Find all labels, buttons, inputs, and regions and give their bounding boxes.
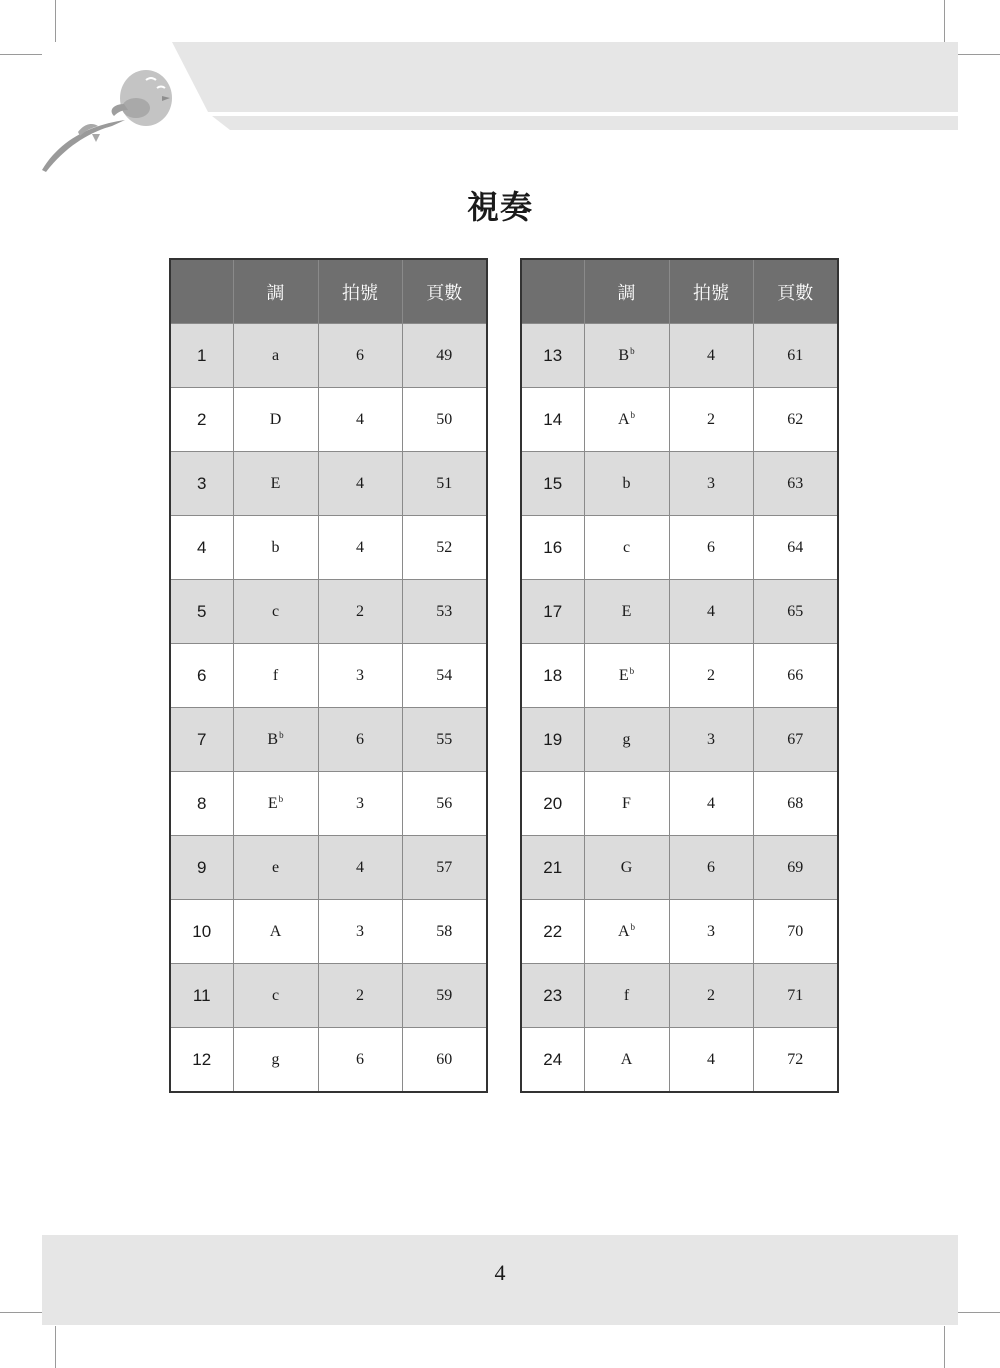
table-row xyxy=(170,836,487,900)
row-number: 7 xyxy=(170,708,233,772)
row-key xyxy=(233,324,318,388)
row-page: 49 xyxy=(402,324,487,388)
key-letter: a xyxy=(271,346,280,364)
row-time-signature: 3 xyxy=(669,452,753,516)
row-key xyxy=(233,708,318,772)
table-row xyxy=(521,324,838,388)
table-row xyxy=(521,388,838,452)
row-page: 67 xyxy=(753,708,838,772)
row-key xyxy=(584,1028,669,1093)
header-page: 頁數 xyxy=(753,259,838,324)
row-number: 15 xyxy=(521,452,584,516)
row-time-signature: 3 xyxy=(318,644,402,708)
flat-accidental: b xyxy=(629,666,635,676)
row-key xyxy=(233,1028,318,1093)
row-number: 8 xyxy=(170,772,233,836)
flat-accidental: b xyxy=(630,346,635,356)
sight-reading-table-left xyxy=(169,258,488,1093)
table-row xyxy=(521,580,838,644)
table-row xyxy=(170,964,487,1028)
row-number: 13 xyxy=(521,324,584,388)
row-page: 57 xyxy=(402,836,487,900)
table-row xyxy=(170,388,487,452)
row-number: 4 xyxy=(170,516,233,580)
key-letter: B xyxy=(618,347,630,364)
page-number: 4 xyxy=(494,1260,506,1285)
row-time-signature: 4 xyxy=(318,836,402,900)
key-letter: F xyxy=(622,794,631,812)
row-time-signature: 6 xyxy=(318,708,402,772)
row-key xyxy=(584,580,669,644)
key-letter: A xyxy=(617,411,630,428)
row-time-signature: 3 xyxy=(318,900,402,964)
crop-mark xyxy=(944,1326,945,1368)
table-row xyxy=(170,324,487,388)
table-row xyxy=(521,964,838,1028)
header-number xyxy=(170,259,233,324)
row-time-signature: 6 xyxy=(318,1028,402,1093)
table-row xyxy=(521,452,838,516)
page-title: 視奏 xyxy=(466,188,533,226)
flat-accidental: b xyxy=(630,410,636,420)
row-number: 24 xyxy=(521,1028,584,1093)
key-letter: b xyxy=(622,474,631,492)
row-number: 1 xyxy=(170,324,233,388)
row-page: 50 xyxy=(402,388,487,452)
row-time-signature: 2 xyxy=(669,388,753,452)
row-key xyxy=(233,388,318,452)
key-letter: e xyxy=(271,858,280,876)
row-page: 68 xyxy=(753,772,838,836)
row-key xyxy=(584,388,669,452)
row-key xyxy=(233,772,318,836)
table-row xyxy=(170,1028,487,1093)
row-time-signature: 3 xyxy=(318,772,402,836)
row-key xyxy=(584,900,669,964)
row-key xyxy=(584,836,669,900)
row-time-signature: 4 xyxy=(669,580,753,644)
table-row xyxy=(521,516,838,580)
row-page: 66 xyxy=(753,644,838,708)
key-letter: D xyxy=(269,410,282,428)
row-time-signature: 6 xyxy=(318,324,402,388)
row-page: 71 xyxy=(753,964,838,1028)
row-key xyxy=(233,900,318,964)
row-time-signature: 4 xyxy=(669,324,753,388)
row-key xyxy=(584,324,669,388)
row-number: 17 xyxy=(521,580,584,644)
row-number: 18 xyxy=(521,644,584,708)
row-number: 10 xyxy=(170,900,233,964)
crop-mark xyxy=(958,1312,1000,1313)
row-page: 64 xyxy=(753,516,838,580)
table-row xyxy=(170,580,487,644)
row-number: 3 xyxy=(170,452,233,516)
key-letter: f xyxy=(623,986,630,1004)
row-key xyxy=(584,516,669,580)
key-letter: E xyxy=(270,474,281,492)
row-time-signature: 2 xyxy=(318,964,402,1028)
flat-accidental: b xyxy=(279,730,284,740)
row-page: 53 xyxy=(402,580,487,644)
table-row xyxy=(521,836,838,900)
table-row xyxy=(521,708,838,772)
key-letter: A xyxy=(620,1050,633,1068)
row-key xyxy=(584,772,669,836)
key-letter: c xyxy=(622,538,631,556)
key-letter: f xyxy=(272,666,279,684)
row-number: 5 xyxy=(170,580,233,644)
key-letter: E xyxy=(621,602,632,620)
table-header-row xyxy=(170,259,487,324)
table-row xyxy=(170,708,487,772)
row-page: 58 xyxy=(402,900,487,964)
row-time-signature: 2 xyxy=(669,964,753,1028)
sight-reading-table-right xyxy=(520,258,839,1093)
table-header-row xyxy=(521,259,838,324)
header-number xyxy=(521,259,584,324)
crop-mark xyxy=(55,1326,56,1368)
row-key xyxy=(233,452,318,516)
row-number: 22 xyxy=(521,900,584,964)
key-letter: g xyxy=(622,730,631,748)
row-page: 52 xyxy=(402,516,487,580)
row-number: 21 xyxy=(521,836,584,900)
row-page: 55 xyxy=(402,708,487,772)
table-row xyxy=(170,452,487,516)
row-page: 61 xyxy=(753,324,838,388)
header-page: 頁數 xyxy=(402,259,487,324)
row-number: 9 xyxy=(170,836,233,900)
table-row xyxy=(521,900,838,964)
row-page: 51 xyxy=(402,452,487,516)
row-number: 23 xyxy=(521,964,584,1028)
row-number: 11 xyxy=(170,964,233,1028)
row-page: 60 xyxy=(402,1028,487,1093)
row-page: 72 xyxy=(753,1028,838,1093)
flat-accidental: b xyxy=(278,794,284,804)
table-row xyxy=(521,644,838,708)
key-letter: g xyxy=(271,1050,280,1068)
key-letter: b xyxy=(271,538,280,556)
key-letter: B xyxy=(267,731,279,748)
row-key xyxy=(233,836,318,900)
row-page: 70 xyxy=(753,900,838,964)
row-number: 20 xyxy=(521,772,584,836)
table-row xyxy=(170,772,487,836)
row-number: 6 xyxy=(170,644,233,708)
row-number: 19 xyxy=(521,708,584,772)
row-time-signature: 3 xyxy=(669,708,753,772)
header-time-signature: 拍號 xyxy=(318,259,402,324)
key-letter: E xyxy=(267,795,278,812)
row-time-signature: 2 xyxy=(318,580,402,644)
crop-mark xyxy=(0,1312,42,1313)
key-letter: A xyxy=(269,922,282,940)
row-page: 62 xyxy=(753,388,838,452)
row-page: 65 xyxy=(753,580,838,644)
key-letter: E xyxy=(618,667,629,684)
header-time-signature: 拍號 xyxy=(669,259,753,324)
table-row xyxy=(170,644,487,708)
header-decoration xyxy=(0,0,1000,180)
row-key xyxy=(233,644,318,708)
row-page: 54 xyxy=(402,644,487,708)
row-page: 63 xyxy=(753,452,838,516)
row-page: 56 xyxy=(402,772,487,836)
table-row xyxy=(521,772,838,836)
row-key xyxy=(233,516,318,580)
header-key: 調 xyxy=(584,259,669,324)
table-row xyxy=(170,900,487,964)
row-key xyxy=(233,964,318,1028)
header-key: 調 xyxy=(233,259,318,324)
row-time-signature: 2 xyxy=(669,644,753,708)
row-page: 59 xyxy=(402,964,487,1028)
row-key xyxy=(584,644,669,708)
row-key xyxy=(584,452,669,516)
row-time-signature: 4 xyxy=(669,772,753,836)
flat-accidental: b xyxy=(630,922,636,932)
row-time-signature: 6 xyxy=(669,836,753,900)
row-key xyxy=(584,708,669,772)
row-number: 12 xyxy=(170,1028,233,1093)
table-row xyxy=(170,516,487,580)
row-time-signature: 6 xyxy=(669,516,753,580)
table-row xyxy=(521,1028,838,1093)
bird-icon xyxy=(42,70,172,172)
row-time-signature: 4 xyxy=(318,388,402,452)
key-letter: c xyxy=(271,602,280,620)
row-number: 2 xyxy=(170,388,233,452)
row-time-signature: 4 xyxy=(318,452,402,516)
key-letter: c xyxy=(271,986,280,1004)
row-time-signature: 4 xyxy=(318,516,402,580)
row-number: 14 xyxy=(521,388,584,452)
row-key xyxy=(233,580,318,644)
row-key xyxy=(584,964,669,1028)
row-time-signature: 4 xyxy=(669,1028,753,1093)
key-letter: G xyxy=(620,858,633,876)
key-letter: A xyxy=(617,923,630,940)
row-number: 16 xyxy=(521,516,584,580)
row-time-signature: 3 xyxy=(669,900,753,964)
row-page: 69 xyxy=(753,836,838,900)
